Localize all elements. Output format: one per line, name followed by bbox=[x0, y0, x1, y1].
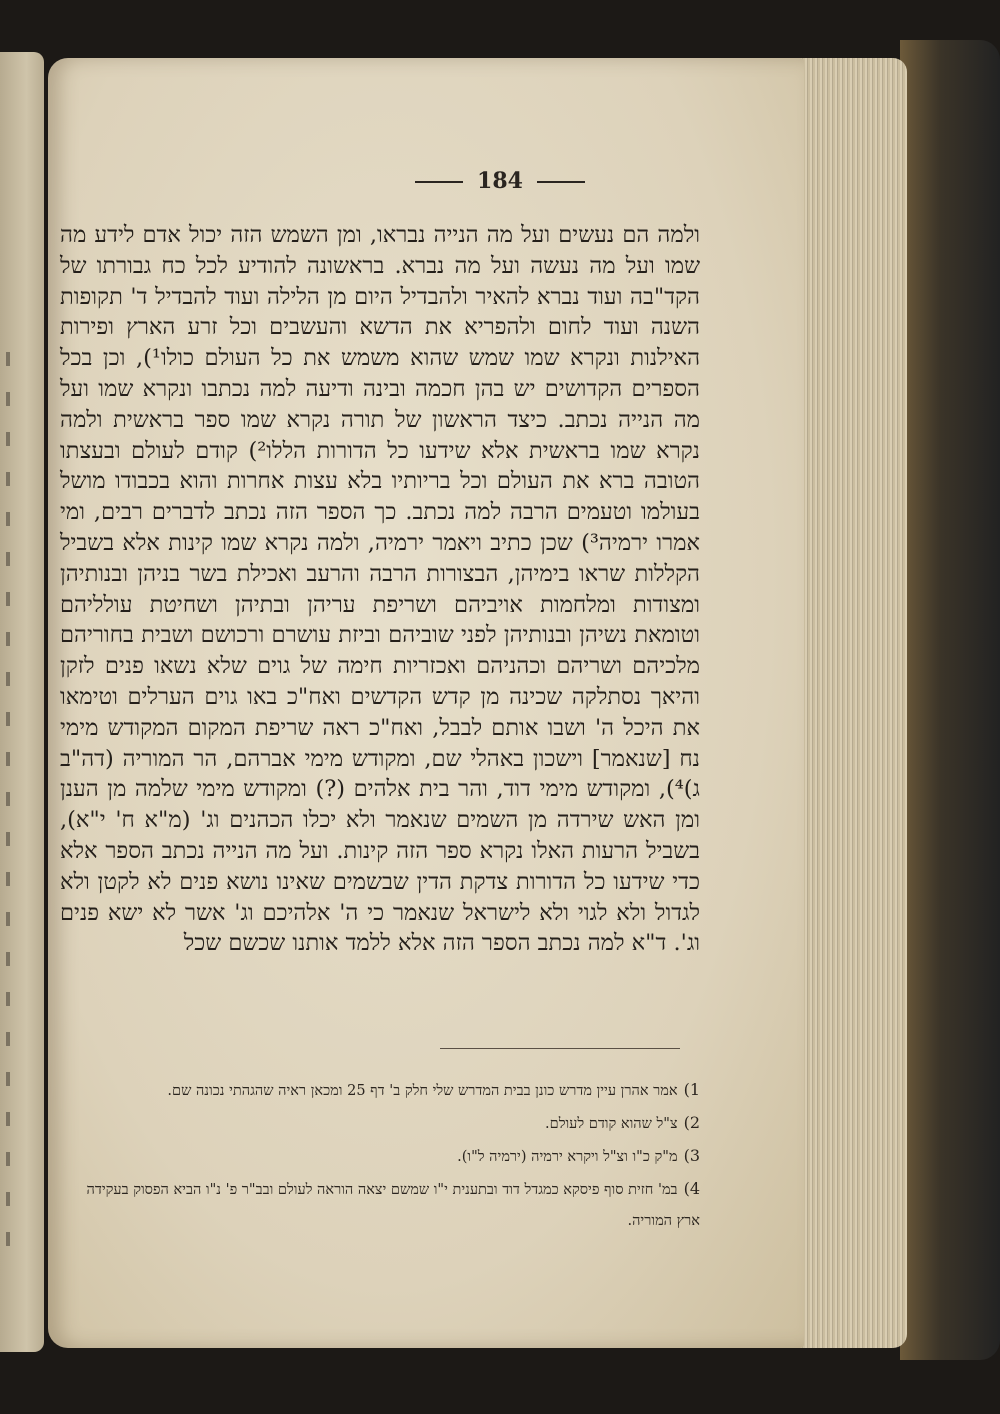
footnote bbox=[60, 1140, 700, 1173]
body-paragraph: ולמה הם נעשים ועל מה הנייה נבראו, ומן השמש הזה יכול אדם לידע מה שמו ועל מה נעשה ועל מה נברא. בראשונה להודיע לכל כח גבורתו של הקד"בה ועוד נברא להאיר ולהבדיל היום מן הלילה ועוד להבדיל ד' תקופות השנה ועוד לחום ולהפריא את הדשא והעשבים וכל זרע הארץ ופירות האילנות ונקרא שמו שמש שהוא משמש את כל העולם כולו¹), וכן בכל הספרים הקדושים יש בהן חכמה ובינה ודיעה למה נכתבו ונקרא שמו ועל מה הנייה נכתב. כיצד הראשון של תורה נקרא שמו ספר בראשית ולמה נקרא שמו בראשית אלא שידעו כל הדורות הללו²) קודם לעולם ובעצתו הטובה ברא את העולם וכל בריותיו בלא עצות אחרות והוא בכבודו מושל בעולמו וטעמים הרבה למה נכתב. כך הספר הזה נכתב לדברים רבים, ומי אמרו ירמיה³) שכן כתיב ויאמר ירמיה, ולמה נקרא שמו קינות אלא בשביל הקללות שראו בימיהן, הבצורות הרבה והרעב ואכילת בשר בניהן ובנותיהן ומצודות ומלחמות אויביהם ושריפת עריהן ובתיהן ושחיטת עולליהם וטומאת נשיהן ובנותיהן לפני שוביהם וביזת עושרם ורכושם ושבית בחוריהם מלכיהם ושריהם וכהניהם ואכזריות חימה של גוים שלא נשאו פנים לזקן והיאך נסתלקה שכינה מן קדש הקדשים ואח"כ באו גוים הערלים וטימאו את היכל ה' ושבו אותם לבבל, ואח"כ ראה שריפת המקום המקודש מימי נח [שנאמר] וישכון באהלי שם, ומקודש מימי אברהם, הר המוריה (דה"ב ג)⁴), ומקודש מימי דוד, והר בית אלהים (?) ומקודש מימי שלמה מן הענן ומן האש שירדה מן השמים שנאמר ולא יכלו הכהנים וג' (מ"א ח' י"א), בשביל הרעות האלו נקרא ספר הזה קינות. ועל מה הנייה נכתב הספר אלא כדי שידעו כל הדורות צדקת הדין שבשמים שאינו נושא פנים לא לקטן ולא לגדול ולא לגוי ולא לישראל שנאמר כי ה' אלהיכם וג' אשר לא ישא פנים וג'. ד"א למה נכתב הספר הזה אלא ללמד אותנו שכשם שכל bbox=[60, 222, 701, 957]
footnote-rule bbox=[440, 1048, 680, 1049]
footnote-text: מ"ק כ"ו וצ"ל ויקרא ירמיה (ירמיה ל"ו). bbox=[457, 1149, 678, 1165]
page-number: 184 bbox=[477, 168, 523, 194]
footnote bbox=[60, 1074, 700, 1107]
footnote-number: 2) bbox=[683, 1113, 700, 1132]
footnote-text: אמר אהרן עיין מדרש כונן בבית המדרש שלי חלק ב' דף 25 ומכאן ראיה שהגהתי נכונה שם. bbox=[167, 1083, 678, 1099]
left-page-edge bbox=[0, 52, 44, 1352]
book-cover bbox=[900, 40, 1000, 1360]
footnote-text: במ' חזית סוף פיסקא כמגדל דוד ובתענית י"ו שמשם יצאה הוראה לעולם ובב"ר פ' נ"ו הביא הפסוק בעקידה ארץ המוריה. bbox=[86, 1182, 700, 1229]
footnote-number: 3) bbox=[683, 1146, 700, 1165]
header-dash-left bbox=[415, 181, 463, 183]
footnote bbox=[60, 1107, 700, 1140]
footnote bbox=[60, 1173, 700, 1237]
page-edges bbox=[795, 58, 907, 1348]
header-dash-right bbox=[537, 181, 585, 183]
footnote-text: צ"ל שהוא קודם לעולם. bbox=[545, 1116, 678, 1132]
page-header bbox=[0, 168, 1000, 194]
footnotes bbox=[60, 1074, 700, 1237]
left-page-bleed-text bbox=[6, 352, 10, 1252]
footnote-number: 1) bbox=[683, 1080, 700, 1099]
main-text bbox=[60, 220, 700, 959]
footnote-number: 4) bbox=[683, 1179, 700, 1198]
